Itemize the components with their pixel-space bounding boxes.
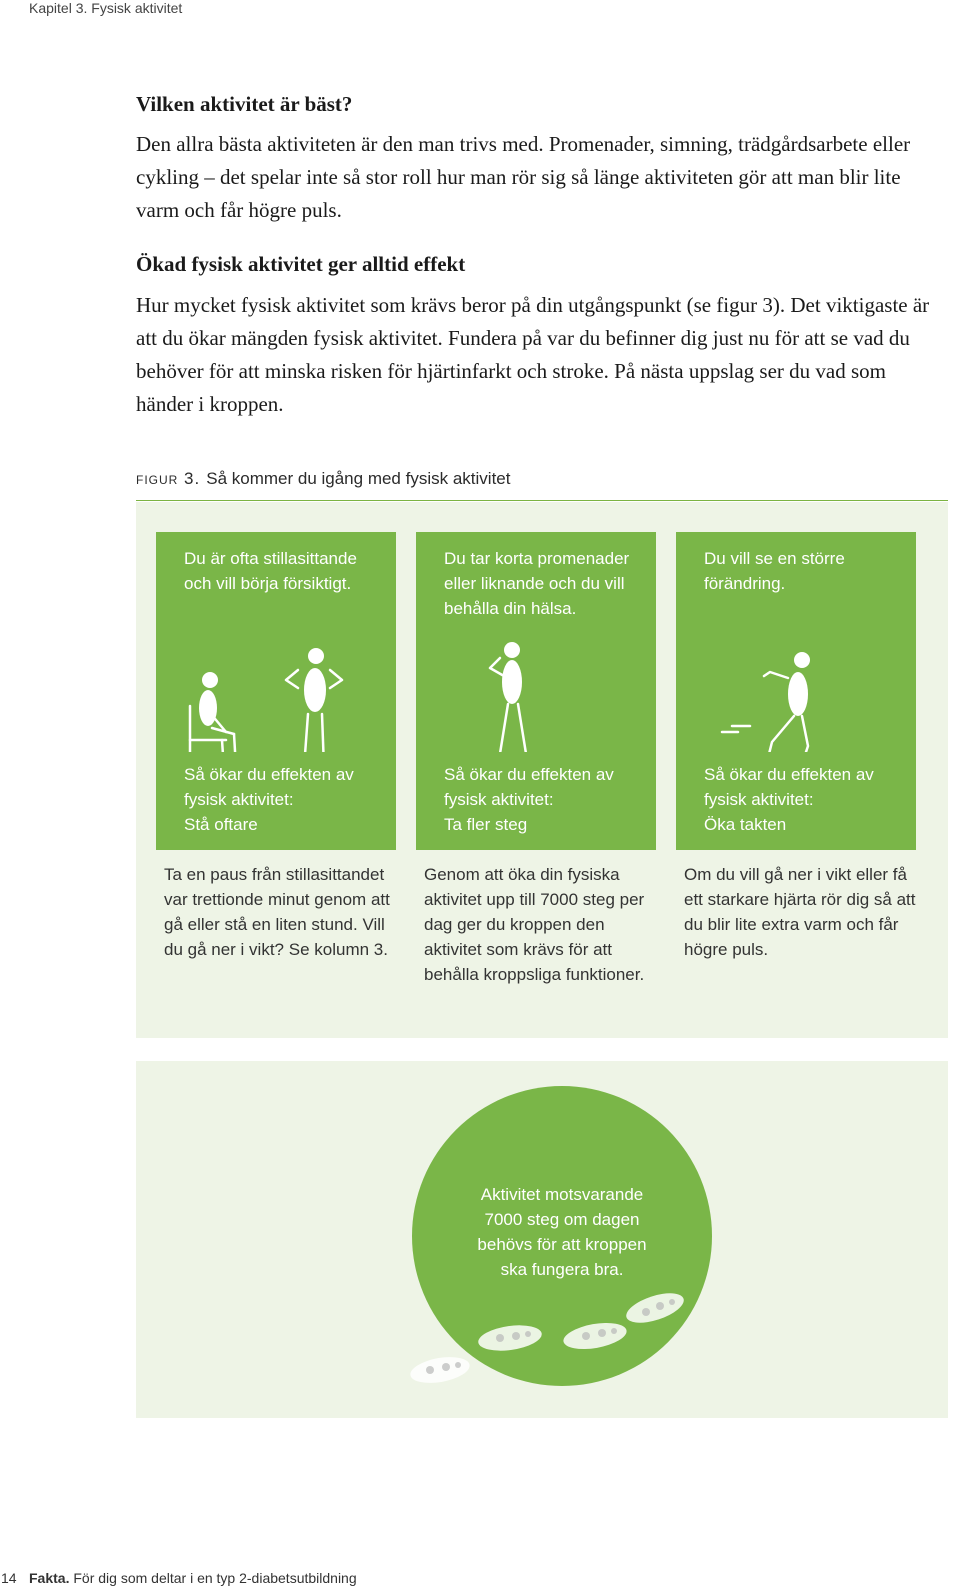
card-effect: [184, 762, 384, 837]
card-effect-action: Stå oftare: [184, 815, 258, 834]
card-effect: [704, 762, 904, 837]
card-situation: Du tar korta promenader eller liknande och du vill behålla din hälsa.: [444, 549, 630, 618]
section-heading-best-activity: Vilken aktivitet är bäst?: [136, 92, 353, 116]
figure-card-bigger-change: [676, 532, 916, 850]
figure-caption: [136, 469, 510, 489]
walking-figure-icon: [416, 642, 656, 752]
card-effect-action: Öka takten: [704, 815, 787, 834]
card-effect-intro: Så ökar du effekten av fysisk aktivitet:: [444, 765, 614, 809]
running-head: Kapitel 3. Fysisk aktivitet: [29, 0, 183, 16]
card-situation: Du är ofta stillasittande och vill börja försiktigt.: [184, 549, 357, 593]
column-description-2: Genom att öka din fysiska aktivitet upp till 7000 steg per dag ger du kroppen den aktivitet som krävs för att behålla kroppsliga funktioner.: [424, 865, 645, 984]
circle-text: Aktivitet motsvarande 7000 steg om dagen behövs för att kroppen ska fungera bra.: [477, 1185, 647, 1279]
card-effect-action: Ta fler steg: [444, 815, 528, 834]
footprints-icon: [400, 1270, 700, 1400]
section-body-best-activity: Den allra bästa aktiviteten är den man trivs med. Promenader, simning, trädgårdsarbete eller cykling – det spelar inte så stor roll hur man rör sig så länge aktiviteten gör att man blir lite varm och får högre puls.: [136, 132, 911, 222]
column-description-1: Ta en paus från stillasittandet var trettionde minut genom att gå eller stå en liten stund. Vill du gå ner i vikt? Se kolumn 3.: [164, 865, 390, 959]
figure-card-short-walks: [416, 532, 656, 850]
section-heading-increased-activity: Ökad fysisk aktivitet ger alltid effekt: [136, 252, 466, 276]
sitting-and-standing-figures-icon: [156, 642, 396, 752]
column-description-3: Om du vill gå ner i vikt eller få ett starkare hjärta rör dig så att du blir lite extra varm och får högre puls.: [684, 865, 916, 959]
section-body-increased-activity: Hur mycket fysisk aktivitet som krävs beror på din utgångspunkt (se figur 3). Det viktigaste är att du ökar mängden fysisk aktivitet. Fundera på var du befinner dig just nu för att se vad du behöver för att minska risken för hjärtinfarkt och stroke. På nästa uppslag ser du vad som händer i kroppen.: [136, 293, 930, 416]
card-effect-intro: Så ökar du effekten av fysisk aktivitet:: [704, 765, 874, 809]
page-number: 14: [1, 1570, 17, 1586]
figure-rule: [136, 500, 948, 501]
card-effect-intro: Så ökar du effekten av fysisk aktivitet:: [184, 765, 354, 809]
figure-card-sedentary: [156, 532, 396, 850]
figure-label: figur 3.: [136, 469, 201, 488]
card-situation: Du vill se en större förändring.: [704, 549, 845, 593]
page-footer: [0, 1570, 357, 1586]
footer-brand: Fakta.: [29, 1570, 70, 1586]
card-effect: [444, 762, 644, 837]
figure-title: Så kommer du igång med fysisk aktivitet: [206, 469, 511, 488]
running-figure-icon: [676, 642, 916, 752]
footer-title: För dig som deltar i en typ 2-diabetsutbildning: [73, 1570, 357, 1586]
